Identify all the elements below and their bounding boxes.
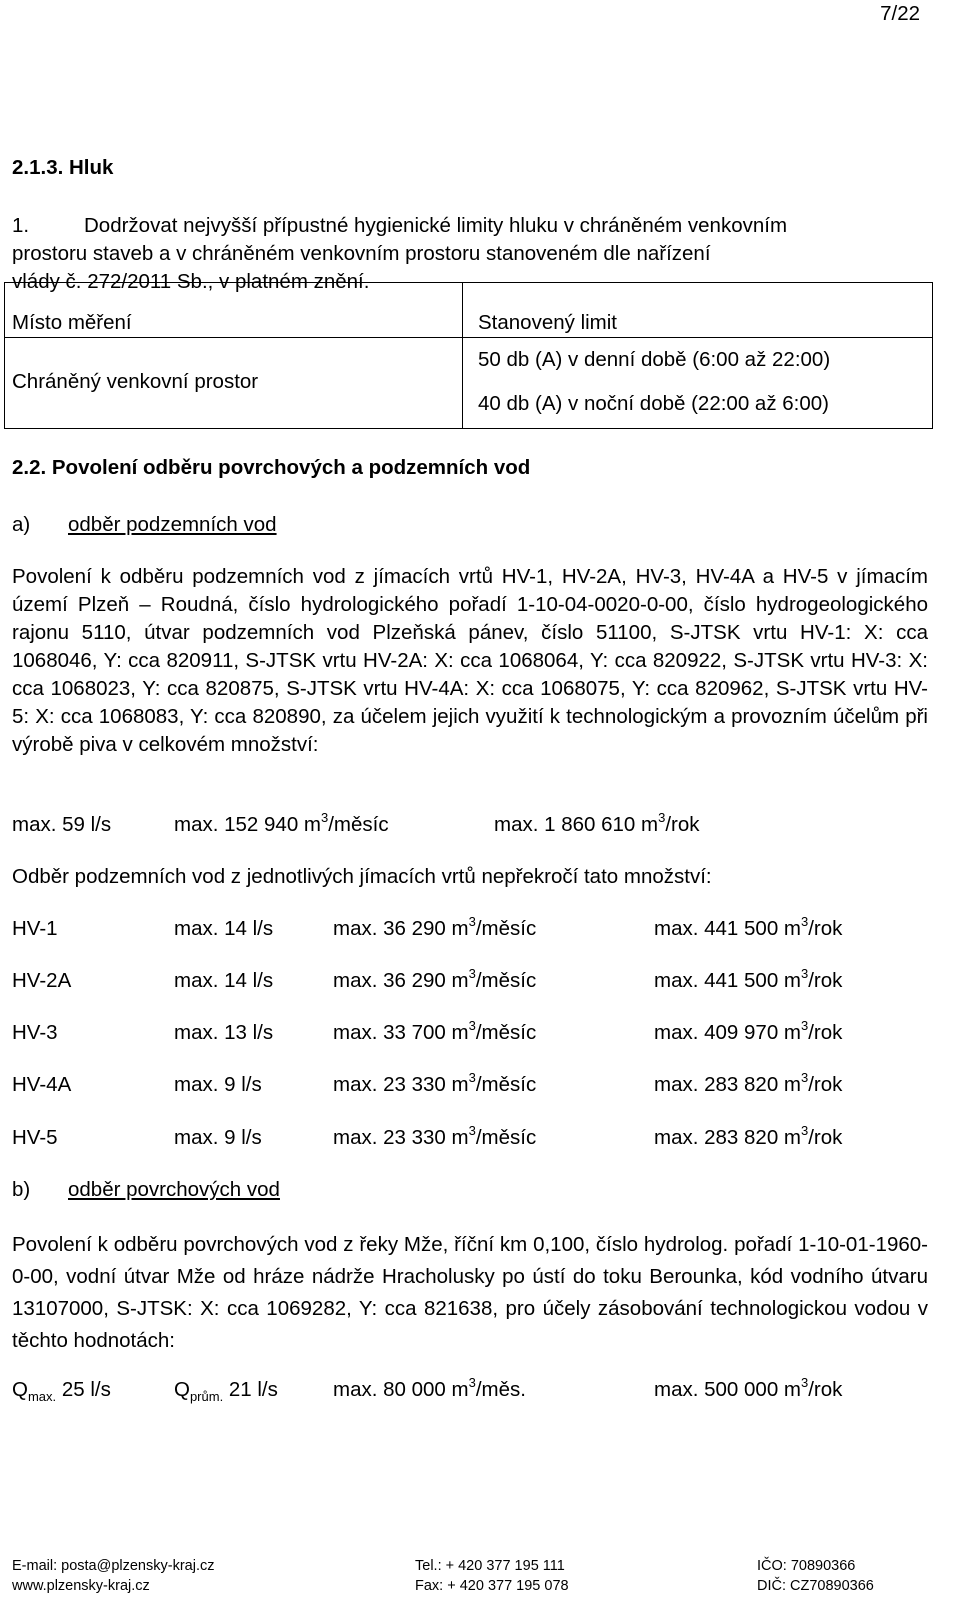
- page-number: 7/22: [880, 2, 920, 25]
- well-rate: max. 13 l/s: [174, 1021, 274, 1044]
- subsection-label-a: a): [12, 513, 31, 536]
- surface-monthly: max. 80 000 $m^3$/měs.: [333, 1375, 526, 1401]
- table-header-measurement-place: Místo měření: [12, 311, 132, 334]
- well-rate: max. 9 l/s: [174, 1126, 262, 1149]
- groundwater-paragraph: Povolení k odběru podzemních vod z jímacích vrtů HV-1, HV-2A, HV-3, HV-4A a HV-5 v jímacím území Plzeň – Roudná, číslo hydrologického pořadí 1-10-04-0020-0-00, číslo hydrogeologického rajonu 5110, útvar podzemních vod Plzeňská pánev, číslo 51100, S-JTSK vrtu HV-1: X: cca 1068046, Y: cca 820911, S-JTSK vrtu HV-2A: X: cca 1068064, Y: cca 820922, S-JTSK vrtu HV-3: X: cca 1068023, Y: cca 820875, S-JTSK vrtu HV-4A: X: cca 1068075, Y: cca 820962, S-JTSK vrtu HV-5: X: cca 1068083, Y: cca 820890, za účelem jejich využití k technologickým a provozním účelům při výrobě piva v celkovém množství:: [12, 565, 928, 756]
- well-monthly: max. 33 700 $m^3$/měsíc: [333, 1018, 537, 1044]
- total-monthly: max. 152 940 $m^3$/měsíc: [174, 810, 389, 836]
- footer-email: E-mail: posta@plzensky-kraj.cz: [12, 1558, 215, 1574]
- well-monthly: max. 36 290 $m^3$/měsíc: [333, 966, 537, 992]
- surface-water-paragraph: Povolení k odběru povrchových vod z řeky Mže, říční km 0,100, číslo hydrolog. pořadí 1-10-01-1960-0-00, vodní útvar Mže od hráze nádrže Hracholusky po ústí do toku Berounka, kód vodního útvaru 13107000, S-JTSK: X: cca 1069282, Y: cca 821638, pro účely zásobování technologickou vodou v těchto hodnotách:: [12, 1233, 928, 1352]
- surface-yearly: max. 500 000 $m^3$/rok: [654, 1375, 843, 1401]
- well-yearly: max. 409 970 $m^3$/rok: [654, 1018, 843, 1044]
- footer-dic: DIČ: CZ70890366: [757, 1578, 874, 1594]
- total-yearly: max. 1 860 610 $m^3$/rok: [494, 810, 700, 836]
- well-yearly: max. 283 820 $m^3$/rok: [654, 1123, 843, 1149]
- well-name: HV-4A: [12, 1073, 72, 1096]
- q-average: $Q_{prům.}$ 21 l/s: [174, 1378, 278, 1404]
- subsection-title-surface-water: odběr povrchových vod: [68, 1178, 280, 1201]
- subsection-label-b: b): [12, 1178, 31, 1201]
- well-yearly: max. 441 500 $m^3$/rok: [654, 914, 843, 940]
- footer-phone: Tel.: + 420 377 195 111: [415, 1558, 565, 1574]
- q-max: $Q_{max.}$ 25 l/s: [12, 1378, 111, 1404]
- list-item-line: prostoru staveb a v chráněném venkovním prostoru stanoveném dle nařízení: [12, 242, 711, 265]
- well-monthly: max. 23 330 $m^3$/měsíc: [333, 1070, 537, 1096]
- list-item-number: 1.: [12, 214, 30, 237]
- well-rate: max. 14 l/s: [174, 969, 274, 992]
- table-cell-limit-day: 50 db (A) v denní době (6:00 až 22:00): [478, 348, 831, 371]
- well-yearly: max. 283 820 $m^3$/rok: [654, 1070, 843, 1096]
- section-heading-water: 2.2. Povolení odběru povrchových a podzemních vod: [12, 456, 531, 479]
- section-heading-hluk: 2.1.3. Hluk: [12, 156, 114, 179]
- subsection-title-groundwater: odběr podzemních vod: [68, 513, 277, 536]
- total-rate: max. 59 l/s: [12, 813, 112, 836]
- well-rate: max. 9 l/s: [174, 1073, 262, 1096]
- wells-intro: Odběr podzemních vod z jednotlivých jímacích vrtů nepřekročí tato množství:: [12, 865, 712, 888]
- well-monthly: max. 36 290 $m^3$/měsíc: [333, 914, 537, 940]
- well-rate: max. 14 l/s: [174, 917, 274, 940]
- footer-fax: Fax: + 420 377 195 078: [415, 1578, 569, 1594]
- table-header-divider: [4, 337, 933, 338]
- list-item-line: Dodržovat nejvyšší přípustné hygienické limity hluku v chráněném venkovním: [84, 214, 788, 237]
- well-name: HV-3: [12, 1021, 58, 1044]
- list-item-line: vlády č. 272/2011 Sb., v platném znění.: [12, 270, 370, 293]
- well-monthly: max. 23 330 $m^3$/měsíc: [333, 1123, 537, 1149]
- footer-website: www.plzensky-kraj.cz: [12, 1578, 150, 1594]
- footer-ico: IČO: 70890366: [757, 1558, 856, 1574]
- well-name: HV-2A: [12, 969, 72, 992]
- table-column-divider: [462, 282, 463, 429]
- table-cell-place: Chráněný venkovní prostor: [12, 370, 259, 393]
- well-name: HV-1: [12, 917, 58, 940]
- table-cell-limit-night: 40 db (A) v noční době (22:00 až 6:00): [478, 392, 830, 415]
- well-yearly: max. 441 500 $m^3$/rok: [654, 966, 843, 992]
- well-name: HV-5: [12, 1126, 58, 1149]
- table-header-limit: Stanovený limit: [478, 311, 618, 334]
